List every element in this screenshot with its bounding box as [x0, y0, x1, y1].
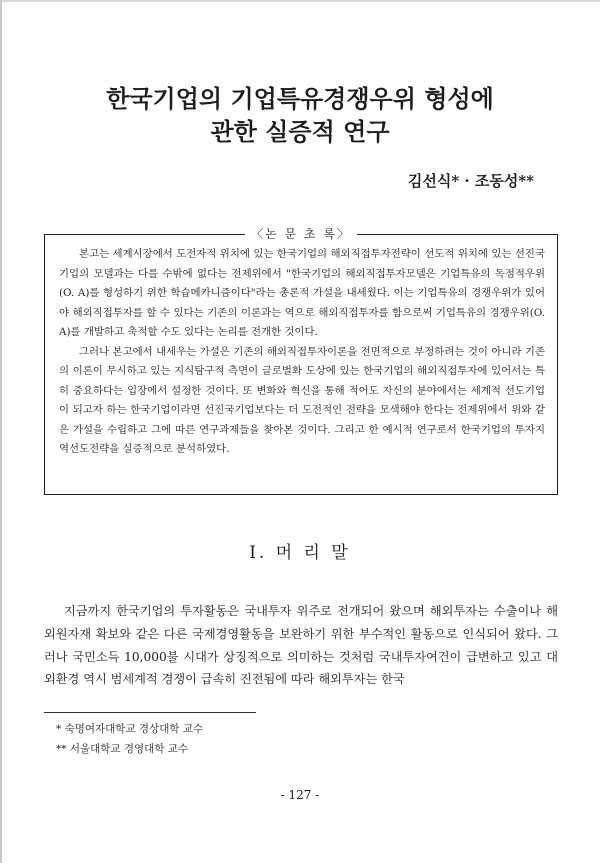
footnote-divider — [44, 712, 256, 713]
abstract-body — [59, 245, 545, 460]
abstract-heading: 〈논 문 초 록〉 — [245, 226, 357, 242]
body-paragraph: 지금까지 한국기업의 투자활동은 국내투자 위주로 전개되어 왔으며 해외투자는 수출이나 해외원자재 확보와 같은 다른 국제경영활동을 보완하기 위한 부수적인 활동으로 인식되어 왔다. 그러나 국민소득 10,000불 시대가 상징적으로 의미하는 것처럼 국내투자여건이 급변하고 있고 대외환경 역시 범세계적 경쟁이 급속히 진전됨에 따라 해외투자는 한국 — [44, 604, 558, 687]
section-heading: Ⅰ. 머 리 말 — [249, 543, 351, 563]
abstract-paragraph-2: 그러나 본고에서 내세우는 가설은 기존의 해외직접투자이론을 전면적으로 부정하려는 것이 아니라 기존의 이론이 무시하고 있는 지식탐구적 측면이 글로벌화 도상에 있는 한국기업의 해외직접투자에 있어서는 특히 중요하다는 입장에서 설정한 것이다. 또 변화와 혁신을 통해 적어도 자신의 분야에서는 세계적 선도기업이 되고자 하는 한국기업이라면 선진국기업보다는 더 도전적인 전략을 모색해야 한다는 전제위에서 위와 같은 가설을 수립하고 그에 따른 연구과제들을 찾아본 것이다. 그리고 한 예시적 연구로서 한국기업의 투자지역선도전략을 실증적으로 분석하였다. — [59, 345, 545, 455]
abstract-box — [44, 227, 558, 495]
footnote-1: * 숙명여자대학교 경상대학 교수 — [56, 723, 204, 735]
page-number: - 127 - — [280, 788, 320, 802]
paper-title-line-2: 관한 실증적 연구 — [210, 117, 390, 146]
abstract-paragraph-1: 본고는 세계시장에서 도전자적 위치에 있는 한국기업의 해외직접투자전략이 선도적 위치에 있는 선진국기업의 모델과는 다를 수밖에 없다는 전제위에서 "한국기업의 해외직접투자모델은 기업특유의 독점적우위(O. A)를 형성하기 위한 학습메카니즘이다"라는 총론적 가설을 내세웠다. 이는 기업특유의 경쟁우위가 있어야 해외직접투자를 할 수 있다는 기존의 이론과는 역으로 해외직접투자를 함으로써 기업특유의 경쟁우위(O. A)를 개발하고 축적할 수도 있다는 논리를 전개한 것이다. — [59, 248, 545, 338]
body-text — [44, 600, 558, 691]
page-left-edge — [0, 0, 2, 863]
footnote-2: ** 서울대학교 경영대학 교수 — [56, 743, 189, 755]
page-top-edge — [0, 0, 600, 2]
paper-title-line-1: 한국기업의 기업특유경쟁우위 형성에 — [106, 84, 494, 113]
paper-title — [40, 82, 560, 148]
footnotes — [56, 719, 203, 759]
authors: 김선식* · 조동성** — [407, 172, 534, 190]
